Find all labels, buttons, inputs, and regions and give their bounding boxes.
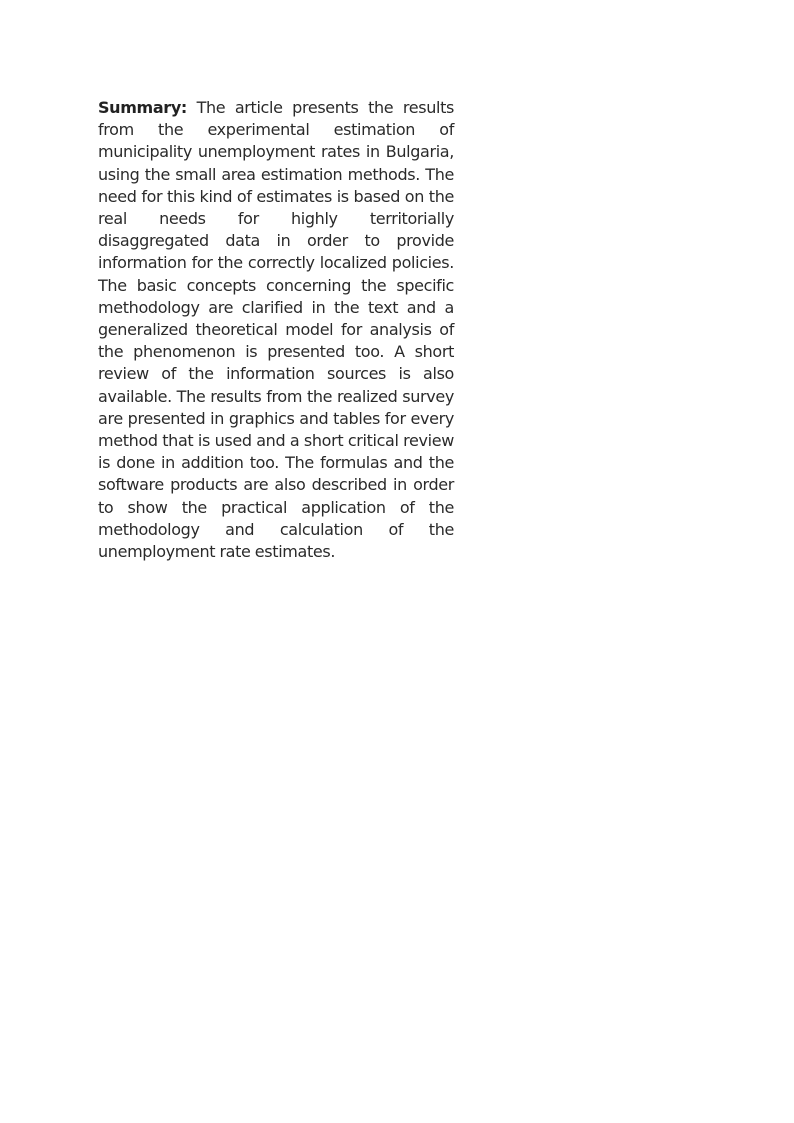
summary-label: Summary:	[98, 98, 187, 117]
abstract-paragraph	[98, 97, 454, 563]
abstract-text: The article presents the results from the experimental estimation of municipality unemployment rates in Bulgaria, using the small area estimation methods. The need for this kind of estimates is based on the real needs for highly territorially disaggregated data in order to provide information for the correctly localized policies. The basic concepts concerning the specific methodology are clarified in the text and a generalized theoretical model for analysis of the phenomenon is presented too. A short review of the information sources is also available. The results from the realized survey are presented in graphics and tables for every method that is used and a short critical review is done in addition too. The formulas and the software products are also described in order to show the practical application of the methodology and calculation of the unemployment rate estimates.	[98, 98, 454, 562]
